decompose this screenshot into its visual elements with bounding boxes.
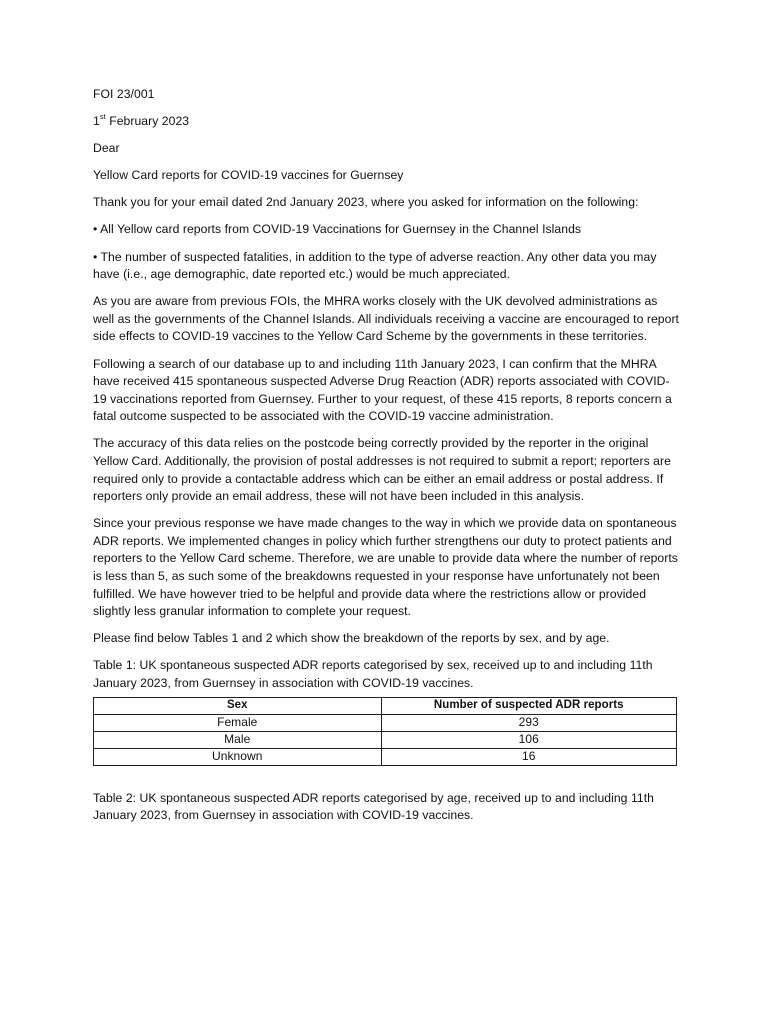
- table1-sex-breakdown: [93, 697, 677, 766]
- table-row: [94, 748, 677, 765]
- table-row: [94, 714, 677, 731]
- letter-date: [93, 113, 681, 131]
- column-header-reports: Number of suspected ADR reports: [381, 697, 677, 714]
- table-row: [94, 731, 677, 748]
- salutation: Dear: [93, 141, 120, 156]
- body-paragraph: Please find below Tables 1 and 2 which show the breakdown of the reports by sex, and by age.: [93, 631, 610, 646]
- subject-line: Yellow Card reports for COVID-19 vaccines for Guernsey: [93, 168, 404, 183]
- date-day: 1: [93, 114, 100, 129]
- table-header-row: [94, 697, 677, 714]
- table-cell-sex: Female: [94, 714, 382, 731]
- table2-caption: Table 2: UK spontaneous suspected ADR reports categorised by age, received up to and including 11th January 2023, from Guernsey in association with COVID-19 vaccines.: [93, 790, 654, 823]
- body-paragraph: Following a search of our database up to and including 11th January 2023, I can confirm that the MHRA have received 415 spontaneous suspected Adverse Drug Reaction (ADR) reports associated with COVID-19 vaccinations reported from Guernsey. Further to your request, of these 415 reports, 8 reports concern a fatal outcome suspected to be associated with the COVID-19 vaccine administration.: [93, 356, 672, 424]
- reference-number: FOI 23/001: [93, 87, 155, 101]
- column-header-sex: Sex: [94, 697, 382, 714]
- letter-body: [93, 86, 681, 834]
- table-cell-count: 16: [381, 748, 677, 765]
- request-item: • The number of suspected fatalities, in addition to the type of adverse reaction. Any other data you may have (i.e., age demographic, date reported etc.) would be much appreciated.: [93, 249, 657, 282]
- table-cell-count: 293: [381, 714, 677, 731]
- request-item: • All Yellow card reports from COVID-19 Vaccinations for Guernsey in the Channel Islands: [93, 222, 582, 237]
- body-paragraph: Since your previous response we have made changes to the way in which we provide data on spontaneous ADR reports. We implemented changes in policy which further strengthens our duty to protect patients and reporters to the Yellow Card scheme. Therefore, we are unable to provide data where the number of reports is less than 5, as such some of the breakdowns requested in your response have unfortunately not been fulfilled. We have however tried to be helpful and provide data where the restrictions allow or provided slightly less granular information to complete your request.: [93, 516, 678, 619]
- date-suffix: st: [99, 112, 106, 122]
- intro-paragraph: Thank you for your email dated 2nd January 2023, where you asked for information on the following:: [93, 195, 639, 210]
- body-paragraph: The accuracy of this data relies on the postcode being correctly provided by the reporter in the original Yellow Card. Additionally, the provision of postal addresses is not required to submit a report; reporters are required only to provide a contactable address which can be either an email address or postal address. If reporters only provide an email address, these will not have been included in this analysis.: [93, 436, 671, 504]
- body-paragraph: As you are aware from previous FOIs, the MHRA works closely with the UK devolved administrations as well as the governments of the Channel Islands. All individuals receiving a vaccine are encouraged to report side effects to COVID-19 vaccines to the Yellow Card Scheme by the governments in these territories.: [93, 294, 679, 344]
- table-cell-sex: Unknown: [94, 748, 382, 765]
- table-cell-count: 106: [381, 731, 677, 748]
- table-cell-sex: Male: [94, 731, 382, 748]
- date-rest: February 2023: [105, 114, 190, 129]
- table1-caption: Table 1: UK spontaneous suspected ADR reports categorised by sex, received up to and including 11th January 2023, from Guernsey in association with COVID-19 vaccines.: [93, 658, 653, 691]
